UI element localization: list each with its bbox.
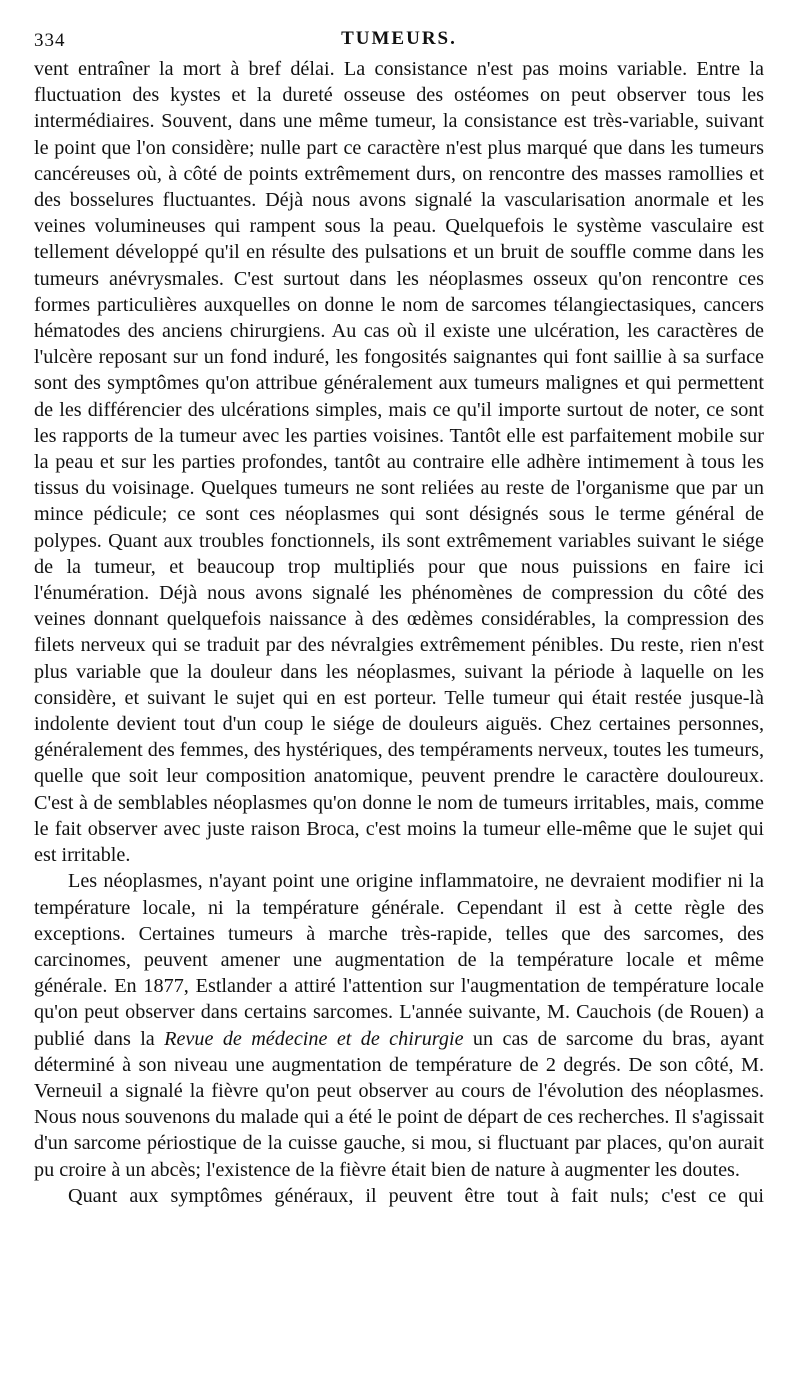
journal-title: Revue de médecine et de chirurgie (164, 1027, 464, 1050)
paragraph-general-symptoms: Quant aux symptômes généraux, il peuvent être tout à fait nuls; c'est ce qui (68, 1184, 764, 1207)
body-text (34, 56, 764, 1209)
paragraph-text: Les néoplasmes, n'ayant point une origine inflammatoire, ne devraient modifier ni la température locale, ni la température générale. Cependant il est à cette règle des exceptions. Certaines tumeurs à marche très-rapide, telles que des sarcomes, des carcinomes, peuvent amener une augmentation de la température locale et même générale. En 1877, Estlander a attiré l'attention sur l'augmentation de température locale qu'on peut observer dans certains sarcomes. L'année suivante, M. Cauchois (de Rouen) a publié dans la (34, 870, 764, 1050)
page-number: 334 (34, 30, 66, 51)
page-header (34, 22, 764, 56)
running-title: TUMEURS. (341, 28, 457, 49)
paragraph-text: un cas de sarcome du bras, ayant déterminé à son niveau une augmentation de température de 2 degrés. De son côté, M. Verneuil a signalé la fièvre qu'on peut observer au cours de l'évolution des néoplasmes. Nous nous souvenons du malade qui a été le point de départ de ces recherches. Il s'agissait d'un sarcome périostique de la cuisse gauche, si mou, si fluctuant par places, qu'on aurait pu croire à un abcès; l'existence de la fièvre était bien de nature à augmenter les doutes. (34, 1027, 764, 1181)
paragraph-temperature (34, 868, 764, 1182)
paragraph-continuation: vent entraîner la mort à bref délai. La consistance n'est pas moins variable. Entre la fluctuation des kystes et la dureté osseuse des ostéomes on peut observer tous les intermédiaires. Souvent, dans une même tumeur, la consistance est très-variable, suivant le point que l'on considère; nulle part ce caractère n'est plus marqué que dans les tumeurs cancéreuses où, à côté de points extrêmement durs, on rencontre des masses ramollies et des bosselures fluctuantes. Déjà nous avons signalé la vascularisation anormale et les veines volumineuses qui rampent sous la peau. Quelquefois le système vasculaire est tellement développé qu'il en résulte des pulsations et un bruit de souffle comme dans les tumeurs anévrysmales. C'est surtout dans les néoplasmes osseux qu'on rencontre ces formes particulières auxquelles on donne le nom de sarcomes télangiectasiques, cancers hématodes des anciens chirurgiens. Au cas où il existe une ulcération, les caractères de l'ulcère reposant sur un fond induré, les fongosités saignantes qui font saillie à sa surface sont des symptômes qu'on attribue généralement aux tumeurs malignes et qui permettent de les différencier des ulcérations simples, mais ce qu'il importe surtout de noter, ce sont les rapports de la tumeur avec les parties voisines. Tantôt elle est parfaitement mobile sur la peau et sur les parties profondes, tantôt au contraire elle adhère intimement à tous les tissus du voisinage. Quelques tumeurs ne sont reliées au reste de l'organisme que par un mince pédicule; ce sont ces néoplasmes qui sont désignés sous le terme général de polypes. Quant aux troubles fonctionnels, ils sont extrêmement variables suivant le siége de la tumeur, et beaucoup trop multipliés pour que nous puissions en faire ici l'énumération. Déjà nous avons signalé les phénomènes de compression du côté des veines donnant quelquefois naissance à des œdèmes considérables, la compression des filets nerveux qui se traduit par des névralgies extrêmement pénibles. Du reste, rien n'est plus variable que la douleur dans les néoplasmes, suivant la période à laquelle on les considère, et suivant le sujet qui en est porteur. Telle tumeur qui était restée jusque-là indolente devient tout d'un coup le siége de douleurs aiguës. Chez certaines personnes, généralement des femmes, des hystériques, des tempéraments nerveux, toutes les tumeurs, quelle que soit leur composition anatomique, peuvent prendre le caractère douloureux. C'est à de semblables néoplasmes qu'on donne le nom de tumeurs irritables, mais, comme le fait observer avec juste raison Broca, c'est moins la tumeur elle-même que le sujet qui est irritable. (34, 58, 764, 867)
book-page (34, 22, 764, 1209)
